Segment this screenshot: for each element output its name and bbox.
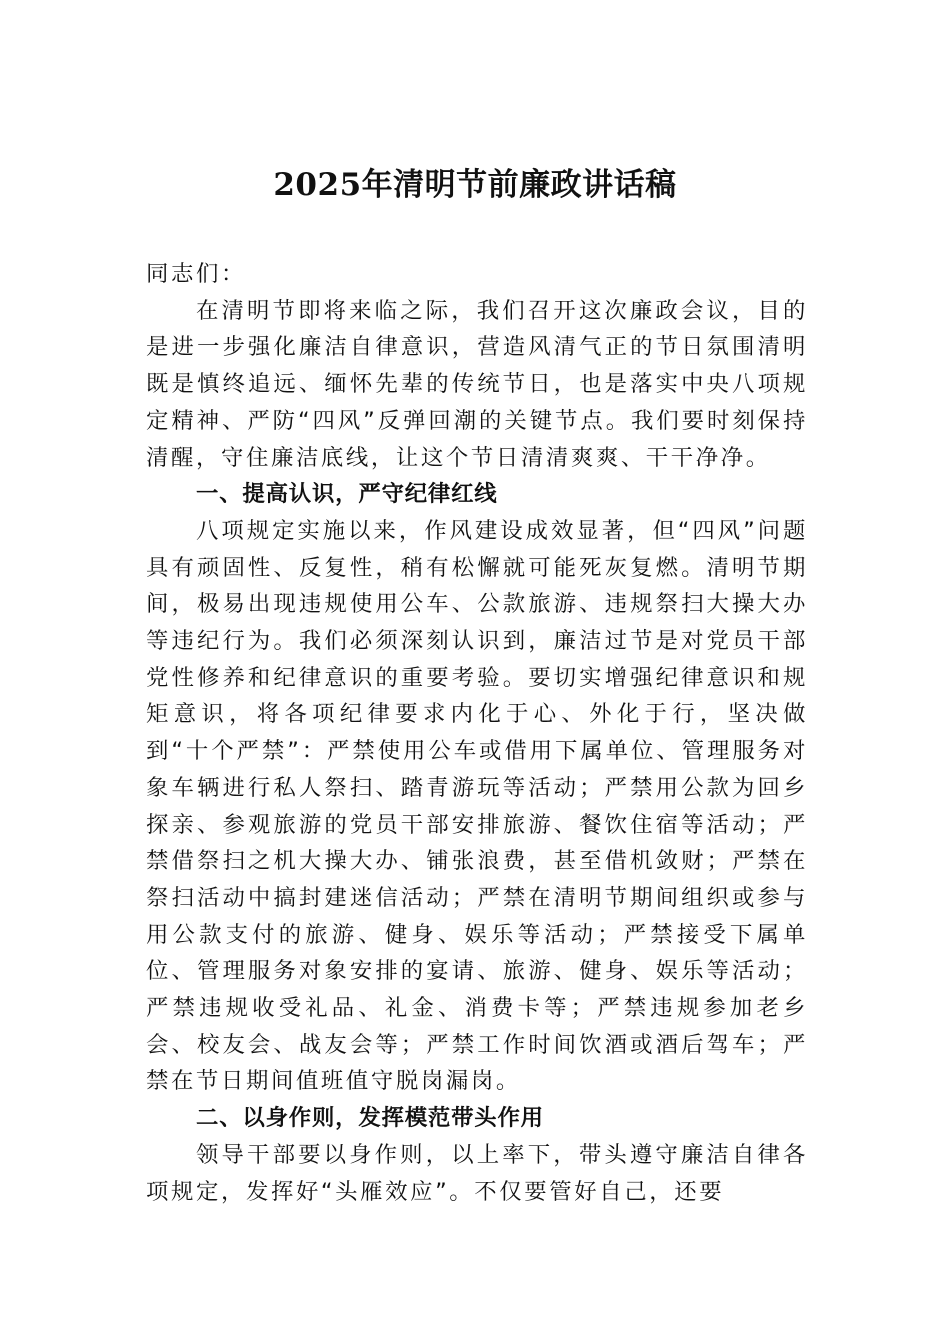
salutation: 同志们： (146, 261, 246, 287)
document-body (146, 256, 808, 1210)
section-paragraph-2: 领导干部要以身作则，以上率下，带头遵守廉洁自律各项规定，发挥好“头雁效应”。不仅要管好自己，还要 (146, 1141, 808, 1205)
document-title: 2025年清明节前廉政讲话稿 (273, 167, 677, 203)
section-heading-1: 一、提高认识，严守纪律红线 (196, 481, 498, 508)
intro-paragraph: 在清明节即将来临之际，我们召开这次廉政会议，目的是进一步强化廉洁自律意识，营造风清气正的节日氛围清明既是慎终追远、缅怀先辈的传统节日，也是落实中央八项规定精神、严防“四风”反弹回潮的关键节点。我们要时刻保持清醒，守住廉洁底线，让这个节日清清爽爽、干干净净。 (146, 297, 808, 471)
section-heading-2: 二、以身作则，发挥模范带头作用 (196, 1105, 544, 1132)
section-paragraph-1: 八项规定实施以来，作风建设成效显著，但“四风”问题具有顽固性、反复性，稍有松懈就可能死灰复燃。清明节期间，极易出现违规使用公车、公款旅游、违规祭扫大操大办等违纪行为。我们必须深刻认识到，廉洁过节是对党员干部党性修养和纪律意识的重要考验。要切实增强纪律意识和规矩意识，将各项纪律要求内化于心、外化于行，坚决做到“十个严禁”：严禁使用公车或借用下属单位、管理服务对象车辆进行私人祭扫、踏青游玩等活动；严禁用公款为回乡探亲、参观旅游的党员干部安排旅游、餐饮住宿等活动；严禁借祭扫之机大操大办、铺张浪费，甚至借机敛财；严禁在祭扫活动中搞封建迷信活动；严禁在清明节期间组织或参与用公款支付的旅游、健身、娱乐等活动；严禁接受下属单位、管理服务对象安排的宴请、旅游、健身、娱乐等活动；严禁违规收受礼品、礼金、消费卡等；严禁违规参加老乡会、校友会、战友会等；严禁工作时间饮酒或酒后驾车；严禁在节日期间值班值守脱岗漏岗。 (146, 517, 808, 1095)
